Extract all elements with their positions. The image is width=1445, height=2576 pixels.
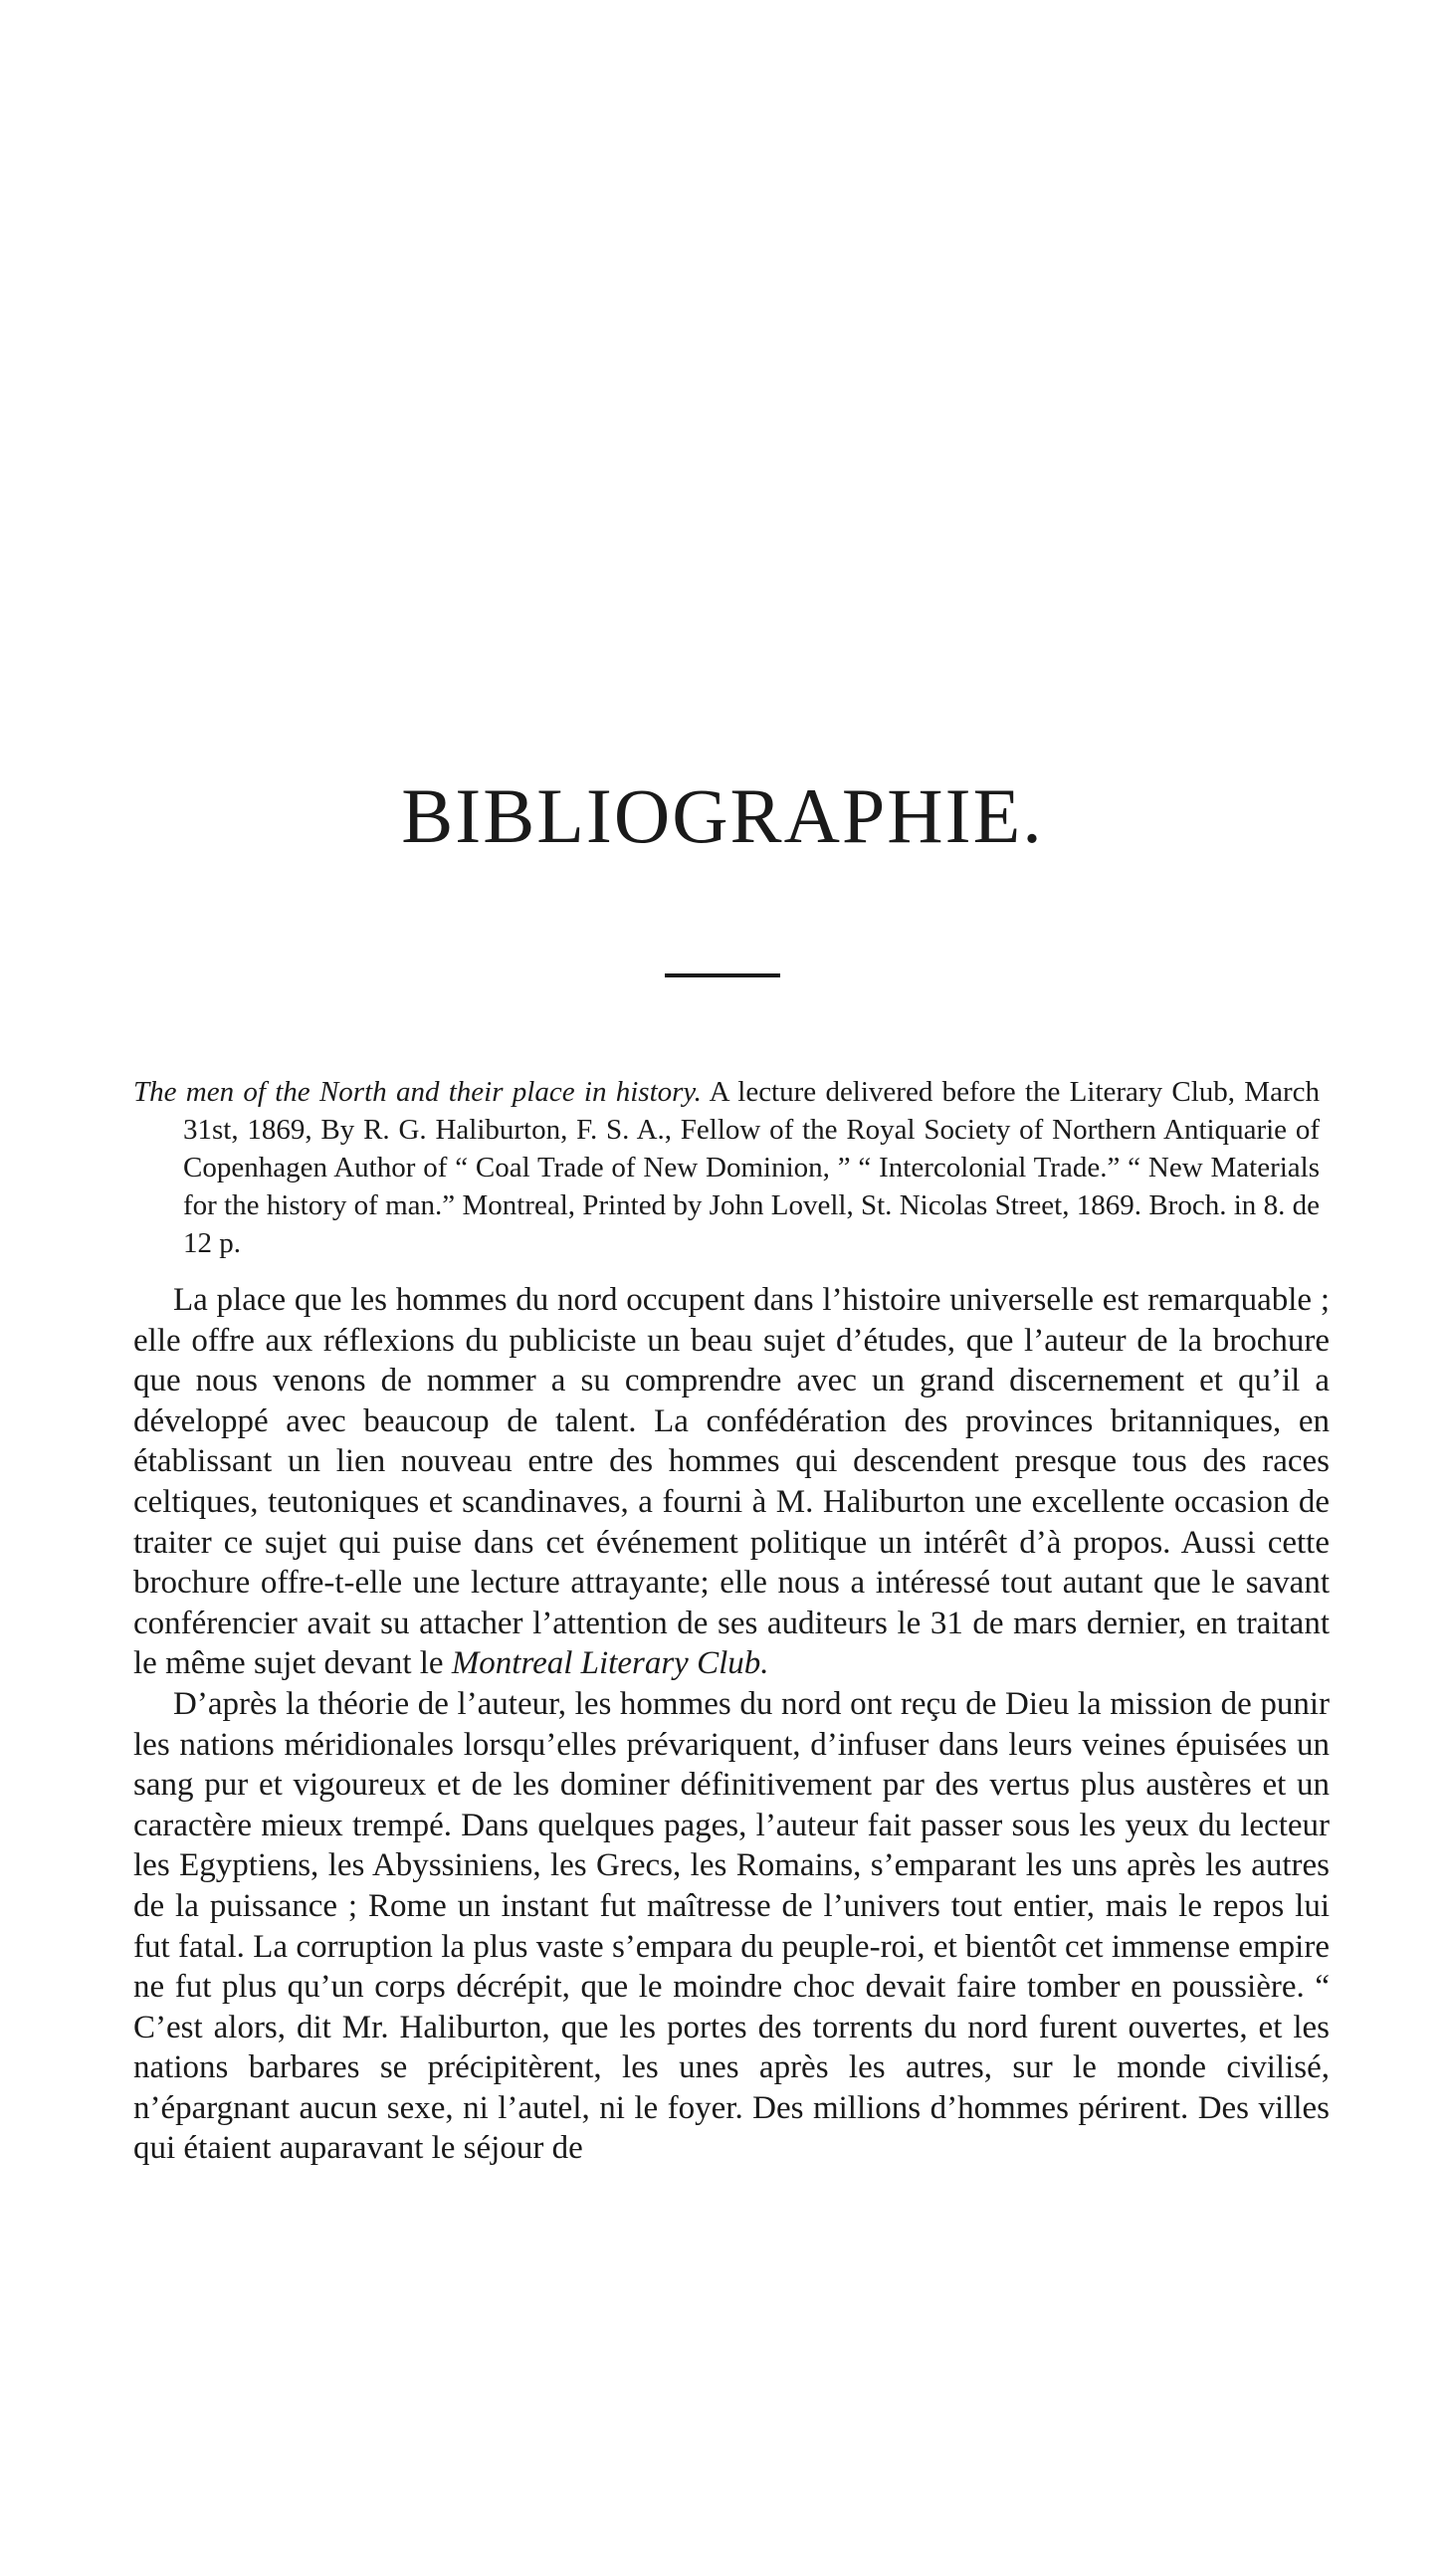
citation-details: A lecture delivered before the Literary Club, March 31st, 1869, By R. G. Haliburton, F. S. A., Fellow of the Royal Society of Northern Antiquarie of Copenhagen Author of “ Coal Trade of New Dominion, ” “ Intercolonial Trade.” “ New Materials for the history of man.” Montreal, Printed by John Lovell, St. Nicolas Street, 1869. Broch. in 8. de 12 p. (183, 1076, 1320, 1259)
review-paragraph-1 (133, 1280, 1330, 1684)
club-name: Montreal Literary Club. (451, 1645, 769, 1682)
bibliographic-citation (133, 1073, 1320, 1262)
title-divider (665, 973, 780, 977)
review-body (133, 1280, 1330, 2169)
page-title: BIBLIOGRAPHIE. (401, 772, 1044, 859)
review-paragraph-2: D’après la théorie de l’auteur, les hommes du nord ont reçu de Dieu la mission de punir les nations méridionales lorsqu’elles prévariquent, d’infuser dans leurs veines épuisées un sang pur et vigoureux et de les dominer définitivement par des vertus plus austères et un caractère mieux trempé. Dans quelques pages, l’auteur fait passer sous les yeux du lecteur les Egyptiens, les Abyssiniens, les Grecs, les Romains, s’emparant les uns après les autres de la puissance ; Rome un instant fut maîtresse de l’univers tout entier, mais le repos lui fut fatal. La corruption la plus vaste s’empara du peuple-roi, et bientôt cet immense empire ne fut plus qu’un corps décrépit, que le moindre choc devait faire tomber en poussière. “ C’est alors, dit Mr. Haliburton, que les portes des torrents du nord furent ouvertes, et les nations barbares se précipitèrent, les unes après les autres, sur le monde civilisé, n’épargnant aucun sexe, ni l’autel, ni le foyer. Des millions d’hommes périrent. Des villes qui étaient auparavant le séjour de (133, 1685, 1330, 2167)
review-paragraph-1-text: La place que les hommes du nord occupent dans l’histoire universelle est remarquable ; elle offre aux réflexions du publiciste un beau sujet d’études, que l’auteur de la brochure que nous venons de nommer a su comprendre avec un grand discernement et qu’il a développé avec beaucoup de talent. La confédération des provinces britanniques, en établissant un lien nouveau entre des hommes qui descendent presque tous des races celtiques, teutoniques et scandinaves, a fourni à M. Haliburton une excellente occasion de traiter ce sujet qui puise dans cet événement politique un intérêt d’à propos. Aussi cette brochure offre-t-elle une lecture attrayante; elle nous a intéressé tout autant que le savant conférencier avait su attacher l’attention de ses auditeurs le 31 de mars dernier, en traitant le même sujet devant le (133, 1282, 1330, 1682)
cited-work-title: The men of the North and their place in history. (133, 1076, 702, 1108)
